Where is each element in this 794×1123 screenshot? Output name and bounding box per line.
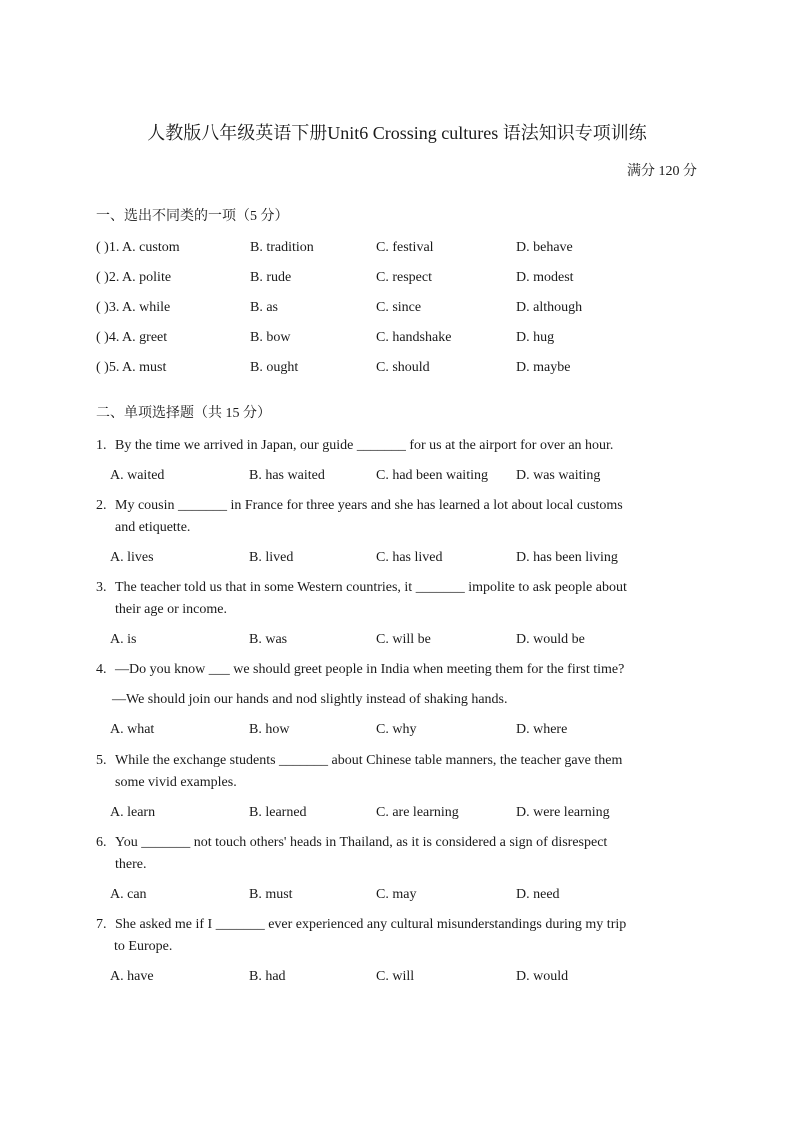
option-c: C. will be xyxy=(376,632,431,647)
option-a: A. have xyxy=(110,969,154,984)
option-b: B. rude xyxy=(250,270,292,285)
total-score: 满分 120 分 xyxy=(627,164,697,179)
option-d: D. maybe xyxy=(516,360,571,375)
question-text: By the time we arrived in Japan, our guide _______ for us at the airport for over an hour. xyxy=(115,438,614,453)
option-b: B. tradition xyxy=(250,240,314,255)
odd-one-out-item xyxy=(96,360,706,380)
question-number: 7. xyxy=(96,917,107,932)
option-d: D. hug xyxy=(516,330,555,345)
question-text-continued: and etiquette. xyxy=(115,520,191,535)
question-options xyxy=(110,550,710,570)
option-d: D. would xyxy=(516,969,569,984)
option-b: B. bow xyxy=(250,330,291,345)
option-b: B. as xyxy=(250,300,278,315)
question-options xyxy=(110,887,710,907)
option-a: A. what xyxy=(110,722,155,737)
option-b: B. how xyxy=(249,722,290,737)
page-title: 人教版八年级英语下册Unit6 Crossing cultures 语法知识专项训练 xyxy=(147,123,647,143)
question-text-continued: their age or income. xyxy=(115,602,227,617)
option-d: D. although xyxy=(516,300,583,315)
question-text-continued: to Europe. xyxy=(114,939,173,954)
option-a: A. can xyxy=(110,887,147,902)
option-a: A. lives xyxy=(110,550,154,565)
option-c: C. are learning xyxy=(376,805,459,820)
odd-one-out-item xyxy=(96,330,706,350)
option-d: D. would be xyxy=(516,632,585,647)
question-text: While the exchange students _______ about Chinese table manners, the teacher gave them xyxy=(115,753,623,768)
question-options xyxy=(110,722,710,742)
option-b: B. was xyxy=(249,632,288,647)
option-d: D. has been living xyxy=(516,550,618,565)
odd-one-out-item xyxy=(96,300,706,320)
item-prefix: ( )2. A. polite xyxy=(96,270,172,285)
option-b: B. has waited xyxy=(249,468,325,483)
option-c: C. why xyxy=(376,722,417,737)
option-c: C. has lived xyxy=(376,550,443,565)
question-options xyxy=(110,969,710,989)
option-d: D. were learning xyxy=(516,805,610,820)
option-d: D. modest xyxy=(516,270,574,285)
option-c: C. handshake xyxy=(376,330,452,345)
question-text: —Do you know ___ we should greet people in India when meeting them for the first time? xyxy=(115,662,625,677)
option-b: B. had xyxy=(249,969,286,984)
question-number: 4. xyxy=(96,662,107,677)
option-c: C. festival xyxy=(376,240,434,255)
question-text: She asked me if I _______ ever experienced any cultural misunderstandings during my trip xyxy=(115,917,627,932)
option-a: A. is xyxy=(110,632,137,647)
option-d: D. need xyxy=(516,887,560,902)
option-c: C. will xyxy=(376,969,415,984)
option-b: B. learned xyxy=(249,805,307,820)
item-prefix: ( )4. A. greet xyxy=(96,330,168,345)
option-b: B. must xyxy=(249,887,293,902)
option-a: A. waited xyxy=(110,468,165,483)
question-text: The teacher told us that in some Western countries, it _______ impolite to ask people about xyxy=(115,580,627,595)
odd-one-out-item xyxy=(96,270,706,290)
question-text-continued: there. xyxy=(115,857,147,872)
section-2-heading: 二、单项选择题（共 15 分） xyxy=(96,406,271,421)
question-number: 5. xyxy=(96,753,107,768)
question-options xyxy=(110,468,710,488)
question-number: 3. xyxy=(96,580,107,595)
option-c: C. should xyxy=(376,360,430,375)
option-c: C. respect xyxy=(376,270,432,285)
item-prefix: ( )3. A. while xyxy=(96,300,171,315)
question-number: 1. xyxy=(96,438,107,453)
section-1-heading: 一、选出不同类的一项（5 分） xyxy=(96,209,289,224)
answer-line: —We should join our hands and nod slightly instead of shaking hands. xyxy=(112,692,508,707)
question-options xyxy=(110,632,710,652)
option-a: A. learn xyxy=(110,805,156,820)
option-d: D. was waiting xyxy=(516,468,601,483)
option-b: B. lived xyxy=(249,550,294,565)
option-d: D. where xyxy=(516,722,568,737)
option-b: B. ought xyxy=(250,360,299,375)
option-c: C. may xyxy=(376,887,417,902)
option-d: D. behave xyxy=(516,240,573,255)
question-number: 2. xyxy=(96,498,107,513)
question-text-continued: some vivid examples. xyxy=(115,775,237,790)
option-c: C. since xyxy=(376,300,422,315)
item-prefix: ( )1. A. custom xyxy=(96,240,180,255)
question-text: My cousin _______ in France for three years and she has learned a lot about local customs xyxy=(115,498,623,513)
item-prefix: ( )5. A. must xyxy=(96,360,167,375)
option-c: C. had been waiting xyxy=(376,468,488,483)
question-text: You _______ not touch others' heads in Thailand, as it is considered a sign of disrespect xyxy=(115,835,608,850)
odd-one-out-item xyxy=(96,240,706,260)
question-options xyxy=(110,805,710,825)
question-number: 6. xyxy=(96,835,107,850)
